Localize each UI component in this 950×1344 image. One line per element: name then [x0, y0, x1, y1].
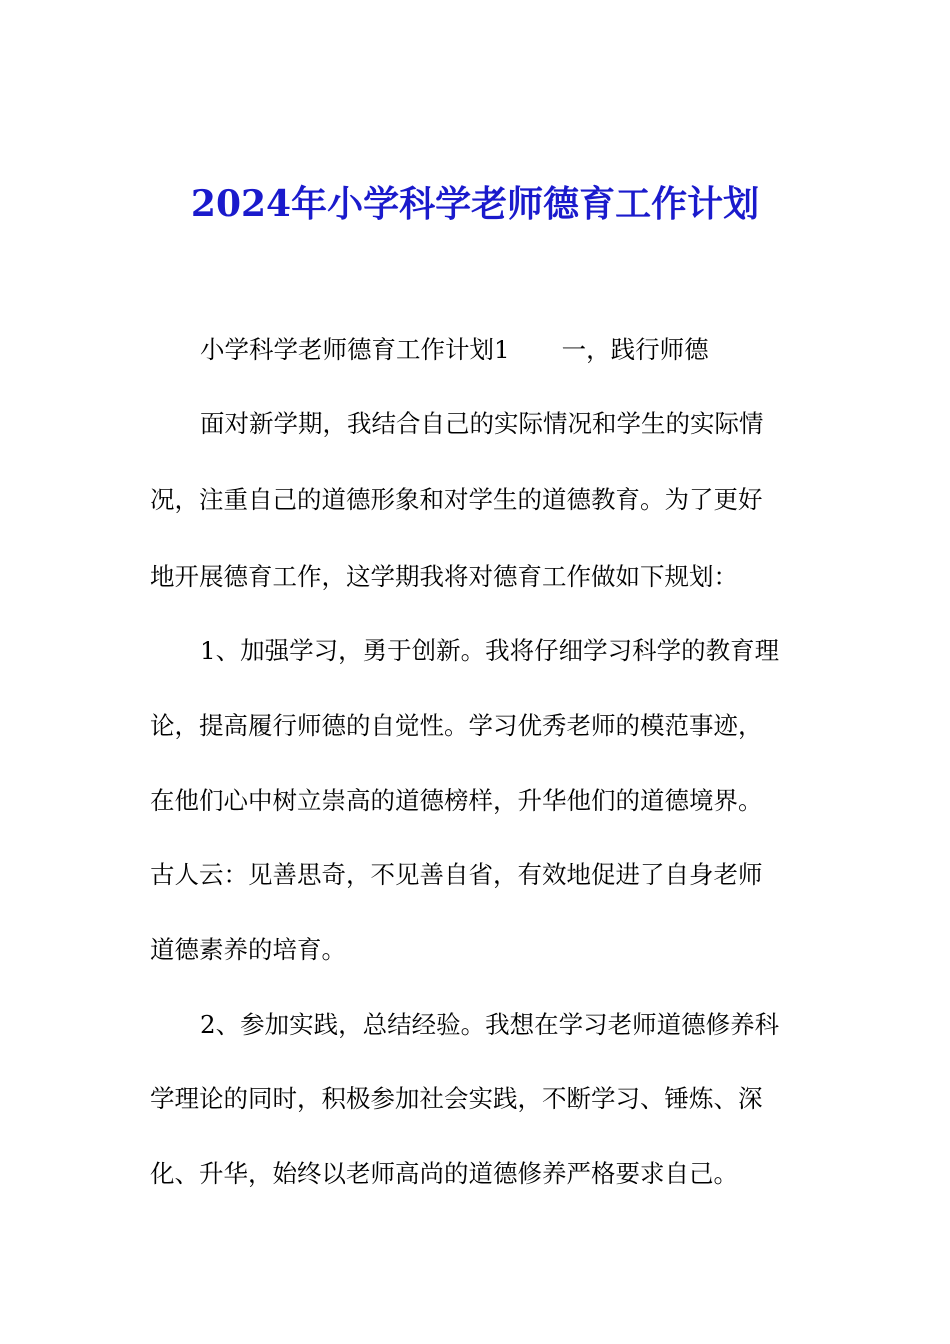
paragraph-line: 学理论的同时，积极参加社会实践，不断学习、锤炼、深 — [150, 1084, 763, 1113]
paragraph-line: 面对新学期，我结合自己的实际情况和学生的实际情 — [200, 409, 764, 438]
section-heading: 小学科学老师德育工作计划1 — [200, 335, 510, 364]
paragraph-line: 化、升华，始终以老师高尚的道德修养严格要求自己。 — [150, 1159, 738, 1188]
paragraph-line: 道德素养的培育。 — [150, 935, 346, 964]
document-title: 2024年小学科学老师德育工作计划 — [190, 183, 760, 225]
paragraph-line: 古人云：见善思奇，不见善自省，有效地促进了自身老师 — [150, 860, 763, 889]
paragraph-line: 在他们心中树立崇高的道德榜样，升华他们的道德境界。 — [150, 786, 763, 815]
paragraph-line: 地开展德育工作，这学期我将对德育工作做如下规划： — [150, 562, 738, 591]
paragraph-line: 况，注重自己的道德形象和对学生的道德教育。为了更好 — [150, 485, 763, 514]
paragraph-line: 2、参加实践，总结经验。我想在学习老师道德修养科 — [200, 1010, 780, 1039]
section-heading-line — [200, 330, 709, 370]
paragraph-line: 1、加强学习，勇于创新。我将仔细学习科学的教育理 — [200, 636, 780, 665]
paragraph-line: 论，提高履行师德的自觉性。学习优秀老师的模范事迹， — [150, 711, 763, 740]
subheading: 一，践行师德 — [561, 335, 709, 364]
